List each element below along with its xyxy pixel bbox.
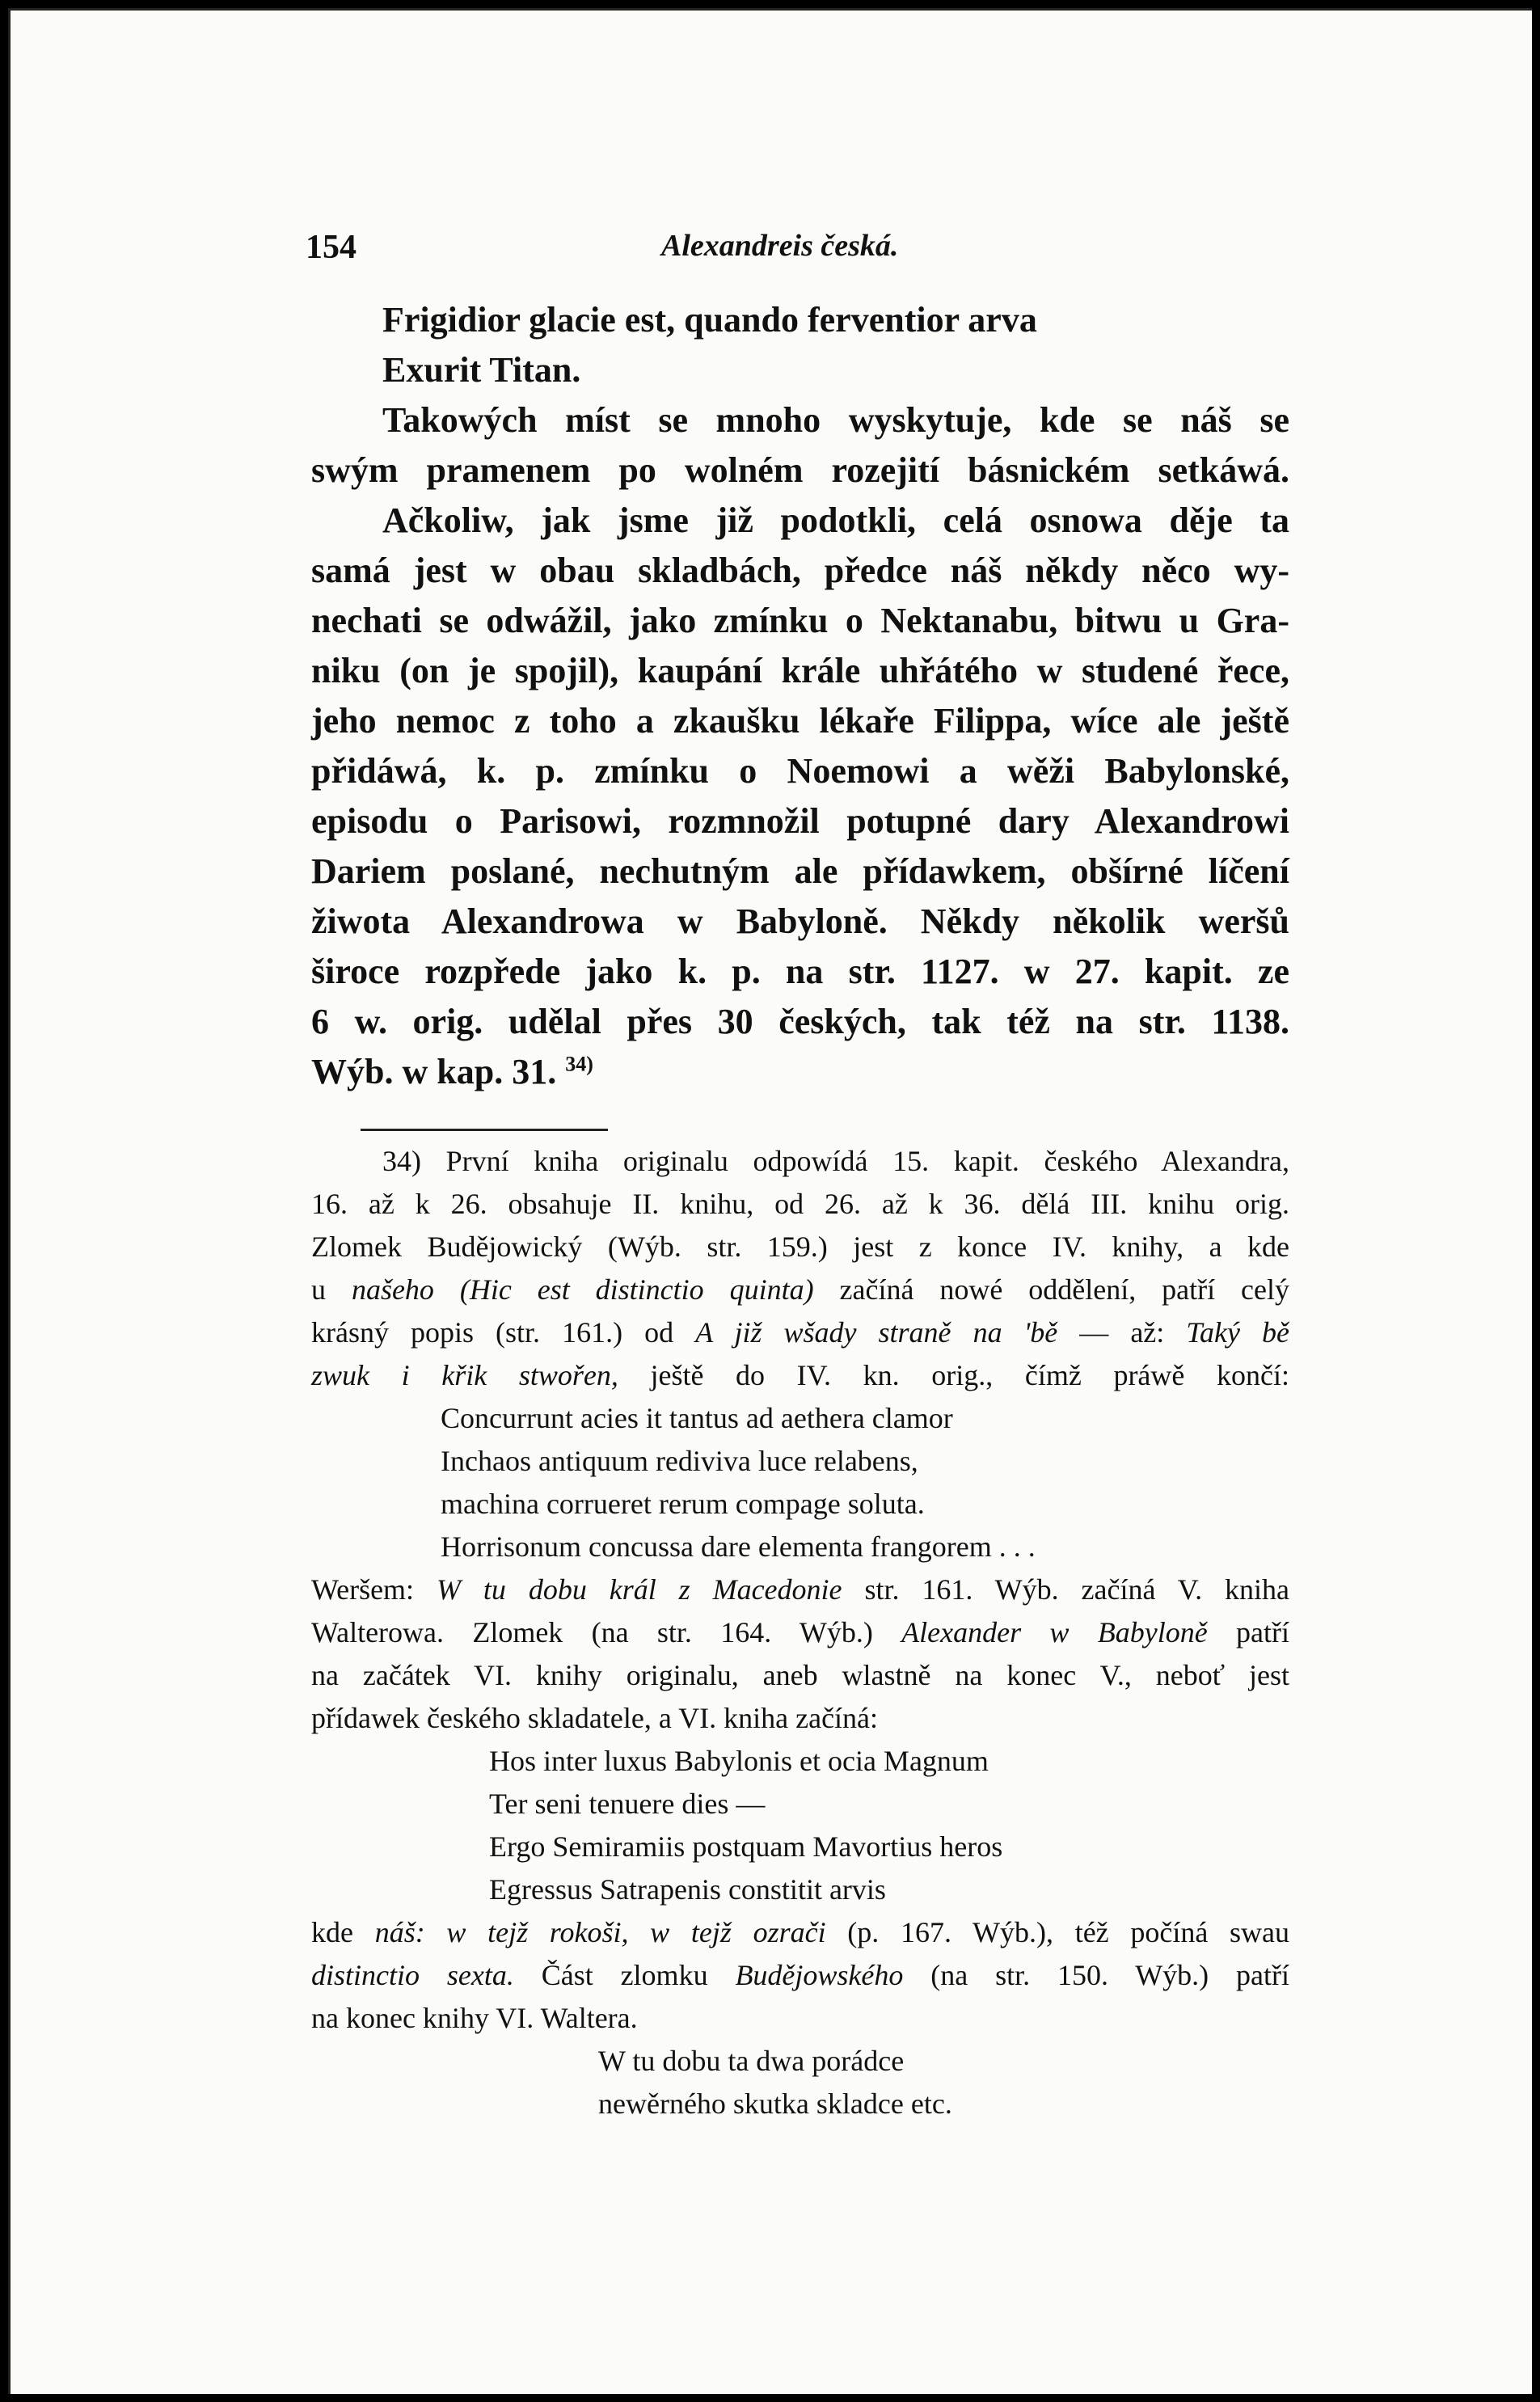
footnote — [311, 1140, 1289, 2125]
body-line-last: Wýb. w kap. 31. $^{34)}$ — [311, 1052, 593, 1091]
body-line: 6 w. orig. udělal přes 30 českých, tak též na str. 1138. — [311, 1002, 1289, 1041]
footnote-line: kde náš: w tejž rokoši, w tejž ozrači (p. 167. Wýb.), též počíná swau — [311, 1916, 1289, 1948]
main-text — [311, 295, 1289, 1097]
footnote-line: 34) První kniha originalu odpowídá 15. kapit. českého Alexandra, — [382, 1145, 1289, 1177]
body-line: jeho nemoc z toho a zkaušku lékaře Filippa, wíce ale ještě — [311, 701, 1289, 741]
body-line: niku (on je spojil), kaupání krále uhřátého w studené řece, — [311, 651, 1289, 690]
scan-edge-top — [8, 8, 1532, 11]
footnote-reference: 34) — [565, 1052, 593, 1076]
page-number: 154 — [306, 229, 357, 266]
footnote-separator — [361, 1129, 608, 1131]
verse-line: Hos inter luxus Babylonis et ocia Magnum — [489, 1745, 989, 1777]
body-line: Ačkoliw, jak jsme již podotkli, celá osnowa děje ta — [382, 500, 1289, 540]
body-line: široce rozpřede jako k. p. na str. 1127. w 27. kapit. ze — [311, 952, 1289, 991]
running-title: Alexandreis česká. — [661, 229, 899, 263]
body-line: Exurit Titan. — [382, 350, 581, 390]
verse-line: machina corrueret rerum compage soluta. — [441, 1488, 925, 1520]
footnote-line: u našeho (Hic est distinctio quinta) začíná nowé oddělení, patří celý — [311, 1273, 1290, 1306]
verse-line: Ter seni tenuere dies — — [489, 1788, 766, 1820]
verse-line: Horrisonum concussa dare elementa frangorem . . . — [441, 1530, 1036, 1563]
verse-line: W tu dobu ta dwa porádce — [598, 2045, 905, 2077]
body-line: přidáwá, k. p. zmínku o Noemowi a wěži Babylonské, — [311, 751, 1289, 791]
footnote-line: na konec knihy VI. Waltera. — [311, 2002, 638, 2034]
body-line: samá jest w obau skladbách, předce náš někdy něco wy- — [311, 551, 1289, 590]
body-line: Frigidior glacie est, quando ferventior arva — [382, 300, 1037, 340]
footnote-line: přídawek českého skladatele, a VI. kniha začíná: — [311, 1702, 879, 1734]
footnote-line: Walterowa. Zlomek (na str. 164. Wýb.) Alexander w Babyloně patří — [311, 1616, 1289, 1648]
page-header — [306, 228, 1292, 277]
scan-edge-left — [8, 8, 11, 2394]
footnote-line: Zlomek Budějowický (Wýb. str. 159.) jest z konce IV. knihy, a kde — [311, 1231, 1289, 1263]
verse-line: Inchaos antiquum rediviva luce relabens, — [441, 1445, 918, 1477]
footnote-line: krásný popis (str. 161.) od A již wšady straně na 'bě — až: Taký bě — [311, 1316, 1290, 1349]
body-line: Dariem poslané, nechutným ale přídawkem, obšírné líčení — [311, 851, 1289, 891]
body-line: Takowých míst se mnoho wyskytuje, kde se náš se — [382, 400, 1289, 440]
book-page — [8, 8, 1532, 2394]
verse-line: Egressus Satrapenis constitit arvis — [489, 1873, 886, 1906]
footnote-line: na začátek VI. knihy originalu, aneb wlastně na konec V., neboť jest — [311, 1659, 1289, 1691]
verse-line: Concurrunt acies it tantus ad aethera clamor — [441, 1402, 953, 1434]
verse-line: Ergo Semiramiis postquam Mavortius heros — [489, 1830, 1003, 1863]
body-line: žiwota Alexandrowa w Babyloně. Někdy několik weršů — [311, 901, 1289, 941]
footnote-line: Weršem: W tu dobu král z Macedonie str. 161. Wýb. začíná V. kniha — [311, 1573, 1289, 1606]
footnote-line: distinctio sexta. Část zlomku Budějowského (na str. 150. Wýb.) patří — [311, 1959, 1289, 1991]
footnote-line: 16. až k 26. obsahuje II. knihu, od 26. až k 36. dělá III. knihu orig. — [311, 1188, 1289, 1220]
body-line: nechati se odwážil, jako zmínku o Nektanabu, bitwu u Gra- — [311, 601, 1289, 640]
body-line: episodu o Parisowi, rozmnožil potupné dary Alexandrowi — [311, 801, 1289, 841]
body-line: swým pramenem po wolném rozejití básnickém setkáwá. — [311, 450, 1289, 490]
verse-line: newěrného skutka skladce etc. — [598, 2088, 952, 2120]
footnote-line: zwuk i křik stwořen, ještě do IV. kn. orig., čímž práwě končí: — [311, 1359, 1289, 1391]
